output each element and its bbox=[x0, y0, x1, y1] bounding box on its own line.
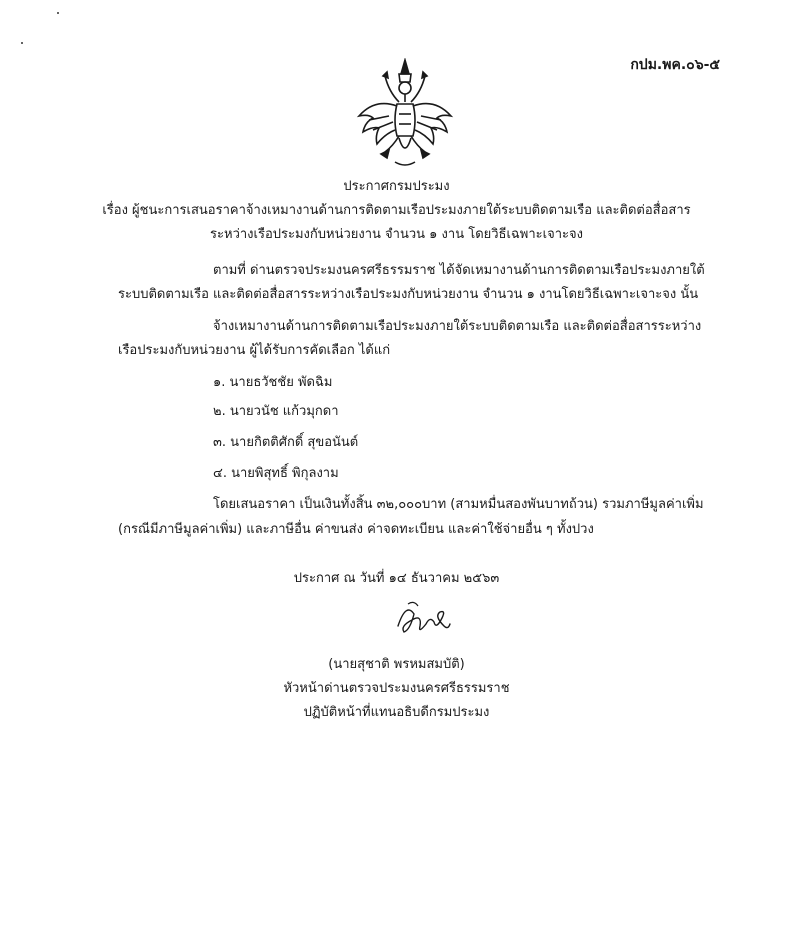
winner-item: ๓. นายกิตติศักดิ์ สุขอนันต์ bbox=[213, 435, 359, 450]
winner-item: ๒. นายวนัช แก้วมุกดา bbox=[213, 404, 339, 419]
subject-line-1: เรื่อง ผู้ชนะการเสนอราคาจ้างเหมางานด้านการติดตามเรือประมงภายใต้ระบบติดตามเรือ และติดต่อสื่อสาร bbox=[102, 203, 691, 218]
winner-item: ๑. นายธวัชชัย พัดฉิม bbox=[213, 375, 333, 390]
scan-speck bbox=[21, 42, 23, 44]
winner-item: ๔. นายพิสุทธิ์ พิกุลงาม bbox=[213, 466, 339, 481]
garuda-emblem-icon bbox=[355, 58, 455, 170]
paragraph-3-line-1: โดยเสนอราคา เป็นเงินทั้งสิ้น ๓๒,๐๐๐บาท (สามหมื่นสองพันบาทถ้วน) รวมภาษีมูลค่าเพิ่ม bbox=[213, 497, 704, 512]
handwritten-signature-icon bbox=[392, 596, 452, 638]
scan-speck bbox=[57, 12, 59, 14]
paragraph-2-line-1: จ้างเหมางานด้านการติดตามเรือประมงภายใต้ระบบติดตามเรือ และติดต่อสื่อสารระหว่าง bbox=[213, 319, 702, 334]
signer-name: (นายสุชาติ พรหมสมบัติ) bbox=[328, 657, 465, 672]
announcement-title: ประกาศกรมประมง bbox=[343, 179, 450, 194]
paragraph-3-line-2: (กรณีมีภาษีมูลค่าเพิ่ม) และภาษีอื่น ค่าขนส่ง ค่าจดทะเบียน และค่าใช้จ่ายอื่น ๆ ทั้งปวง bbox=[118, 522, 594, 537]
document-code: กปม.พค.๐๖-๕ bbox=[630, 57, 720, 73]
signer-position-1: หัวหน้าด่านตรวจประมงนครศรีธรรมราช bbox=[283, 681, 510, 696]
signer-position-2: ปฏิบัติหน้าที่แทนอธิบดีกรมประมง bbox=[303, 705, 490, 720]
subject-line-2: ระหว่างเรือประมงกับหน่วยงาน จำนวน ๑ งาน โดยวิธีเฉพาะเจาะจง bbox=[210, 227, 583, 242]
paragraph-1-line-2: ระบบติดตามเรือ และติดต่อสื่อสารระหว่างเรือประมงกับหน่วยงาน จำนวน ๑ งานโดยวิธีเฉพาะเจาะจง นั้น bbox=[118, 287, 699, 302]
announcement-date: ประกาศ ณ วันที่ ๑๔ ธันวาคม ๒๕๖๓ bbox=[293, 571, 500, 586]
paragraph-2-line-2: เรือประมงกับหน่วยงาน ผู้ได้รับการคัดเลือก ได้แก่ bbox=[118, 343, 391, 358]
paragraph-1-line-1: ตามที่ ด่านตรวจประมงนครศรีธรรมราช ได้จัดเหมางานด้านการติดตามเรือประมงภายใต้ bbox=[213, 263, 705, 278]
